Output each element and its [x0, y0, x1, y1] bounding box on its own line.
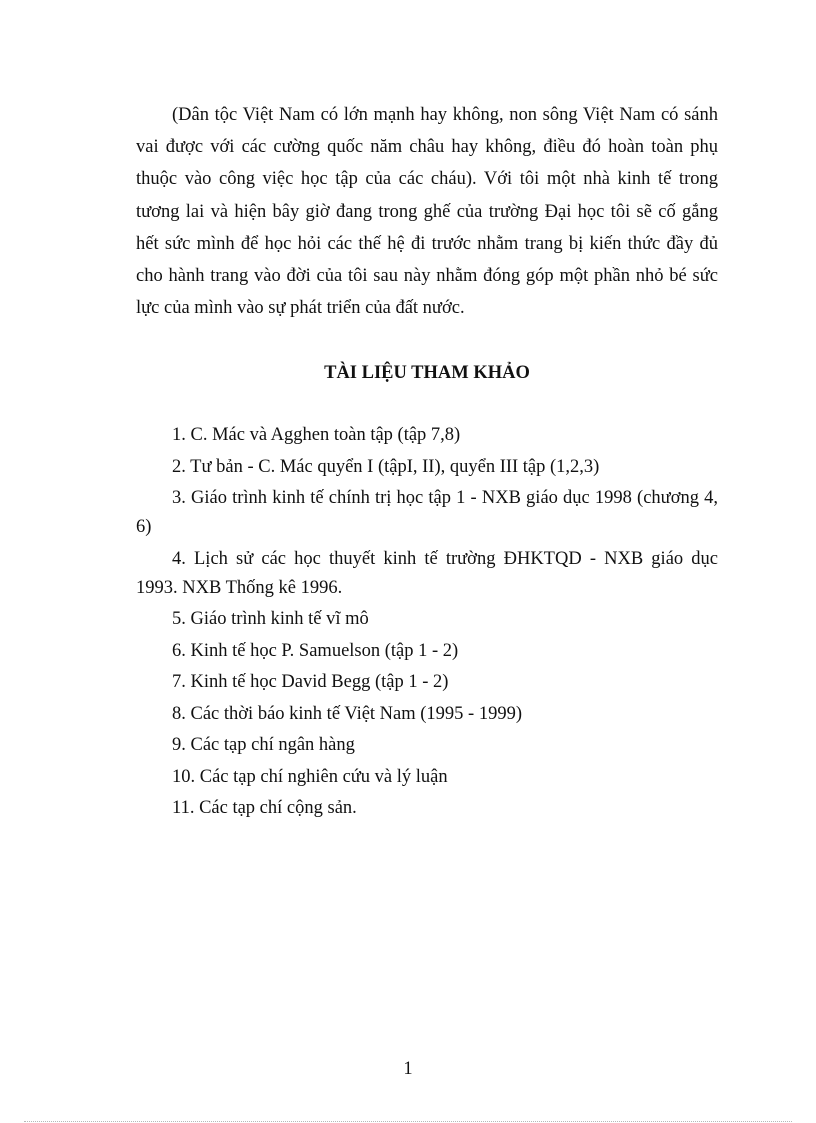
- page-number: 1: [403, 1059, 413, 1079]
- reference-item: 11. Các tạp chí cộng sản.: [172, 798, 357, 818]
- references-title: TÀI LIỆU THAM KHẢO: [324, 363, 530, 383]
- reference-item: 4. Lịch sử các học thuyết kinh tế trường ĐHKTQD - NXB giáo dục 1993. NXB Thống kê 1996.: [136, 548, 718, 598]
- reference-item: 10. Các tạp chí nghiên cứu và lý luận: [172, 766, 448, 787]
- reference-item: 1. C. Mác và Agghen toàn tập (tập 7,8): [172, 425, 461, 445]
- reference-item: 3. Giáo trình kinh tế chính trị học tập 1 - NXB giáo dục 1998 (chương 4, 6): [136, 488, 718, 537]
- page-bottom-divider: [24, 1121, 792, 1122]
- reference-item: 7. Kinh tế học David Begg (tập 1 - 2): [172, 672, 449, 692]
- reference-item: 5. Giáo trình kinh tế vĩ mô: [172, 609, 369, 629]
- references-list: [136, 421, 718, 826]
- reference-item: 8. Các thời báo kinh tế Việt Nam (1995 - 1999): [172, 703, 523, 724]
- reference-item: 2. Tư bản - C. Mác quyển I (tậpI, II), quyển III tập (1,2,3): [172, 456, 600, 477]
- reference-item: 6. Kinh tế học P. Samuelson (tập 1 - 2): [172, 640, 459, 661]
- intro-paragraph: (Dân tộc Việt Nam có lớn mạnh hay không, non sông Việt Nam có sánh vai được với các cường quốc năm châu hay không, điều đó hoàn toàn phụ thuộc vào công việc học tập của các cháu). Với tôi một nhà kinh tế trong tương lai và hiện bây giờ đang trong ghế của trường Đại học tôi sẽ cố gắng hết sức mình để học hỏi các thế hệ đi trước nhằm trang bị kiến thức đầy đủ cho hành trang vào đời của tôi sau này nhằm đóng góp một phần nhỏ bé sức lực của mình vào sự phát triển của đất nước.: [136, 105, 718, 319]
- reference-item: 9. Các tạp chí ngân hàng: [172, 735, 355, 755]
